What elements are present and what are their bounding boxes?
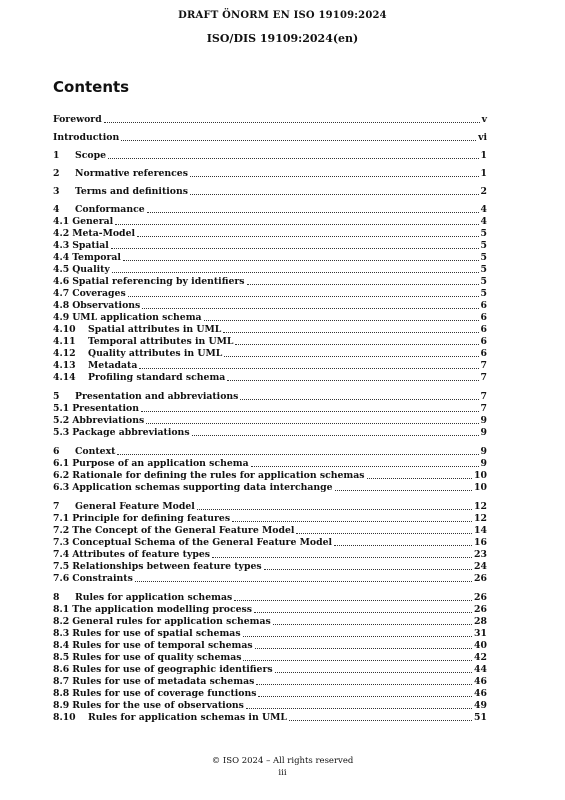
toc-entry[interactable] (53, 132, 487, 144)
toc-entry-title: Attributes of feature types (72, 549, 211, 560)
toc-entry[interactable] (53, 604, 487, 616)
toc-entry[interactable] (53, 537, 487, 549)
toc-entry-number: 7.3 (53, 537, 70, 548)
draft-standard-header: DRAFT ÖNORM EN ISO 19109:2024 (178, 10, 387, 21)
toc-entry-number: 8.1 (53, 604, 70, 615)
toc-entry-page: 6 (480, 300, 487, 311)
toc-entry-number: 7.4 (53, 549, 70, 560)
toc-entry[interactable] (53, 252, 487, 264)
toc-entry-title: General rules for application schemas (72, 616, 271, 627)
toc-entry-number: 8.4 (53, 640, 70, 651)
dot-leader (367, 478, 473, 479)
toc-entry[interactable] (53, 592, 487, 604)
toc-entry-page: 12 (474, 501, 487, 512)
toc-entry-page: 5 (480, 264, 487, 275)
toc-entry-page: 7 (480, 360, 487, 371)
dot-leader (128, 296, 479, 297)
dot-leader (147, 212, 479, 213)
toc-entry-title: Package abbreviations (72, 427, 190, 438)
toc-entry-page: 28 (474, 616, 487, 627)
toc-entry-number: 8.6 (53, 664, 70, 675)
dot-leader (190, 176, 479, 177)
dot-leader (117, 454, 478, 455)
dot-leader (240, 399, 478, 400)
toc-entry-page: 24 (474, 561, 487, 572)
dot-leader (223, 332, 478, 333)
toc-entry-number: 8.2 (53, 616, 70, 627)
toc-entry-page: 6 (480, 336, 487, 347)
toc-entry-page: 9 (480, 458, 487, 469)
toc-entry-page: 9 (480, 415, 487, 426)
toc-entry-page: 26 (474, 604, 487, 615)
toc-entry-title: Temporal attributes in UML (88, 336, 234, 347)
toc-entry-title: Relationships between feature types (72, 561, 262, 572)
toc-entry-title: Rules for use of temporal schemas (72, 640, 253, 651)
toc-entry-title: Presentation (72, 403, 140, 414)
dot-leader (256, 684, 472, 685)
toc-entry-title: Abbreviations (72, 415, 145, 426)
dot-leader (296, 533, 472, 534)
toc-entry[interactable] (53, 372, 487, 384)
toc-entry-page: 12 (474, 513, 487, 524)
dot-leader (264, 569, 472, 570)
dot-leader (234, 600, 472, 601)
toc-entry-number: 4.14 (53, 372, 76, 383)
toc-entry-page: 1 (480, 168, 487, 179)
toc-entry[interactable] (53, 204, 487, 216)
toc-entry[interactable] (53, 525, 487, 537)
toc-entry-number: 5.2 (53, 415, 70, 426)
toc-entry[interactable] (53, 712, 487, 724)
dot-leader (108, 158, 479, 159)
dot-leader (121, 140, 476, 141)
toc-entry[interactable] (53, 168, 487, 180)
toc-entry-number: 3 (53, 186, 60, 197)
toc-entry-page: 49 (474, 700, 487, 711)
toc-entry-title: Quality (72, 264, 110, 275)
dot-leader (142, 308, 478, 309)
toc-entry-title: Rules for application schemas in UML (88, 712, 287, 723)
toc-entry-number: 7.2 (53, 525, 70, 536)
toc-entry-number: 4.3 (53, 240, 70, 251)
toc-entry-number: 4.13 (53, 360, 76, 371)
toc-entry-title: Context (75, 446, 116, 457)
toc-entry-title: Conformance (75, 204, 145, 215)
dot-leader (135, 581, 472, 582)
toc-entry[interactable] (53, 264, 487, 276)
page-number: iii (278, 768, 287, 778)
toc-entry-page: 31 (474, 628, 487, 639)
dot-leader (275, 672, 472, 673)
dot-leader (243, 636, 472, 637)
toc-entry-number: 6 (53, 446, 60, 457)
toc-entry[interactable] (53, 288, 487, 300)
toc-entry-page: 9 (480, 427, 487, 438)
toc-entry[interactable] (53, 470, 487, 482)
dot-leader (197, 509, 472, 510)
toc-entry-title: Metadata (88, 360, 138, 371)
dot-leader (273, 624, 472, 625)
toc-entry-title: Normative references (75, 168, 188, 179)
copyright-footer: © ISO 2024 – All rights reserved (211, 756, 354, 766)
toc-entry-number: 6.2 (53, 470, 70, 481)
toc-entry-number: 2 (53, 168, 60, 179)
toc-entry-number: 7.5 (53, 561, 70, 572)
toc-entry-number: 8.8 (53, 688, 70, 699)
dot-leader (190, 194, 479, 195)
toc-entry-number: 4.1 (53, 216, 70, 227)
toc-entry[interactable] (53, 240, 487, 252)
toc-entry-page: 4 (480, 204, 487, 215)
toc-entry[interactable] (53, 652, 487, 664)
toc-entry[interactable] (53, 427, 487, 439)
toc-entry[interactable] (53, 360, 487, 372)
dot-leader (258, 696, 472, 697)
toc-entry-page: 5 (480, 252, 487, 263)
toc-entry-title: Terms and definitions (75, 186, 188, 197)
toc-entry-number: 8.9 (53, 700, 70, 711)
toc-entry-title: Foreword (53, 114, 102, 125)
toc-entry[interactable] (53, 513, 487, 525)
toc-entry[interactable] (53, 458, 487, 470)
toc-entry-page: 5 (480, 276, 487, 287)
toc-entry-title: Introduction (53, 132, 120, 143)
dot-leader (289, 720, 472, 721)
toc-entry-number: 8.3 (53, 628, 70, 639)
dot-leader (212, 557, 472, 558)
toc-entry-page: 7 (480, 403, 487, 414)
toc-entry-page: v (481, 114, 487, 125)
toc-entry-page: 6 (480, 324, 487, 335)
toc-entry[interactable] (53, 228, 487, 240)
toc-entry-title: General Feature Model (75, 501, 195, 512)
toc-entry-title: Rules for application schemas (75, 592, 233, 603)
toc-entry-title: Scope (75, 150, 106, 161)
toc-entry-number: 4.11 (53, 336, 76, 347)
toc-entry[interactable] (53, 676, 487, 688)
toc-entry[interactable] (53, 640, 487, 652)
toc-entry-number: 8.10 (53, 712, 76, 723)
toc-entry-number: 8.5 (53, 652, 70, 663)
toc-entry-page: 14 (474, 525, 487, 536)
toc-entry[interactable] (53, 114, 487, 126)
toc-entry-number: 8.7 (53, 676, 70, 687)
toc-entry-page: 5 (480, 288, 487, 299)
toc-entry-number: 4.12 (53, 348, 76, 359)
dot-leader (247, 284, 479, 285)
toc-entry-page: 46 (474, 676, 487, 687)
toc-entry[interactable] (53, 324, 487, 336)
toc-entry-title: The Concept of the General Feature Model (72, 525, 295, 536)
toc-entry-number: 4.8 (53, 300, 70, 311)
toc-entry-page: 1 (480, 150, 487, 161)
toc-entry-title: Purpose of an application schema (72, 458, 249, 469)
toc-entry[interactable] (53, 403, 487, 415)
dot-leader (192, 435, 479, 436)
toc-entry-title: UML application schema (72, 312, 202, 323)
toc-entry[interactable] (53, 573, 487, 585)
toc-entry-number: 5.1 (53, 403, 70, 414)
toc-entry-page: 4 (480, 216, 487, 227)
dot-leader (146, 423, 478, 424)
toc-entry-title: Spatial referencing by identifiers (72, 276, 245, 287)
toc-entry-number: 4.9 (53, 312, 70, 323)
dot-leader (111, 248, 479, 249)
toc-entry-title: Rules for use of spatial schemas (72, 628, 241, 639)
toc-entry-page: 44 (474, 664, 487, 675)
toc-entry-title: Rules for use of geographic identifiers (72, 664, 273, 675)
dot-leader (243, 660, 472, 661)
toc-entry-title: Constraints (72, 573, 133, 584)
toc-entry-page: 46 (474, 688, 487, 699)
toc-entry-page: 6 (480, 312, 487, 323)
dot-leader (232, 521, 472, 522)
toc-entry-title: Principle for defining features (72, 513, 231, 524)
toc-entry[interactable] (53, 482, 487, 494)
toc-entry-title: Temporal (72, 252, 121, 263)
contents-heading: Contents (53, 78, 130, 96)
dot-leader (139, 368, 478, 369)
toc-entry-page: 5 (480, 228, 487, 239)
toc-entry-number: 7 (53, 501, 60, 512)
toc-entry[interactable] (53, 391, 487, 403)
toc-entry-number: 7.1 (53, 513, 70, 524)
toc-entry-number: 8 (53, 592, 60, 603)
toc-entry-page: 7 (480, 391, 487, 402)
toc-entry[interactable] (53, 276, 487, 288)
toc-entry-page: 10 (474, 470, 487, 481)
dot-leader (104, 122, 480, 123)
toc-entry[interactable] (53, 300, 487, 312)
toc-entry-page: 10 (474, 482, 487, 493)
toc-entry-title: Rules for the use of observations (72, 700, 244, 711)
toc-entry-number: 4.7 (53, 288, 70, 299)
toc-entry-page: 5 (480, 240, 487, 251)
toc-entry-page: 9 (480, 446, 487, 457)
toc-entry-title: The application modelling process (72, 604, 253, 615)
dot-leader (204, 320, 479, 321)
toc-entry[interactable] (53, 186, 487, 198)
toc-entry-title: General (72, 216, 114, 227)
toc-entry-page: 7 (480, 372, 487, 383)
toc-entry[interactable] (53, 415, 487, 427)
toc-entry-title: Observations (72, 300, 141, 311)
toc-entry-number: 5 (53, 391, 60, 402)
toc-entry-number: 4 (53, 204, 60, 215)
toc-entry-title: Rules for use of coverage functions (72, 688, 257, 699)
toc-entry-page: 2 (480, 186, 487, 197)
toc-entry-title: Meta-Model (72, 228, 136, 239)
toc-entry-number: 6.3 (53, 482, 70, 493)
toc-entry-page: vi (478, 132, 487, 143)
toc-entry-page: 26 (474, 573, 487, 584)
dot-leader (112, 272, 479, 273)
dot-leader (224, 356, 478, 357)
toc-entry-page: 6 (480, 348, 487, 359)
toc-entry-title: Rules for use of quality schemas (72, 652, 242, 663)
toc-entry[interactable] (53, 348, 487, 360)
dot-leader (334, 545, 472, 546)
toc-entry-title: Presentation and abbreviations (75, 391, 239, 402)
toc-entry[interactable] (53, 616, 487, 628)
dot-leader (254, 612, 472, 613)
toc-entry[interactable] (53, 216, 487, 228)
toc-entry-title: Conceptual Schema of the General Feature Model (72, 537, 333, 548)
toc-entry-number: 4.5 (53, 264, 70, 275)
toc-entry-title: Profiling standard schema (88, 372, 226, 383)
dot-leader (115, 224, 478, 225)
standard-id-header: ISO/DIS 19109:2024(en) (206, 32, 359, 45)
toc-entry-title: Rationale for defining the rules for application schemas (72, 470, 365, 481)
toc-entry-title: Rules for use of metadata schemas (72, 676, 255, 687)
toc-entry-title: Spatial (72, 240, 109, 251)
toc-entry-number: 4.4 (53, 252, 70, 263)
toc-entry[interactable] (53, 700, 487, 712)
toc-entry-number: 4.6 (53, 276, 70, 287)
toc-entry[interactable] (53, 312, 487, 324)
toc-entry-page: 40 (474, 640, 487, 651)
dot-leader (246, 708, 472, 709)
toc-entry-page: 23 (474, 549, 487, 560)
dot-leader (137, 236, 479, 237)
toc-entry-number: 4.10 (53, 324, 76, 335)
toc-entry-title: Quality attributes in UML (88, 348, 223, 359)
dot-leader (335, 490, 472, 491)
toc-entry[interactable] (53, 688, 487, 700)
toc-entry[interactable] (53, 501, 487, 513)
toc-entry-title: Coverages (72, 288, 126, 299)
toc-entry[interactable] (53, 336, 487, 348)
toc-entry[interactable] (53, 628, 487, 640)
dot-leader (251, 466, 479, 467)
toc-entry[interactable] (53, 549, 487, 561)
toc-entry-number: 5.3 (53, 427, 70, 438)
toc-entry[interactable] (53, 561, 487, 573)
dot-leader (141, 411, 479, 412)
toc-entry-page: 26 (474, 592, 487, 603)
toc-entry-page: 42 (474, 652, 487, 663)
dot-leader (123, 260, 479, 261)
toc-entry-number: 6.1 (53, 458, 70, 469)
toc-entry-title: Application schemas supporting data interchange (72, 482, 333, 493)
toc-entry-number: 1 (53, 150, 60, 161)
dot-leader (255, 648, 472, 649)
toc-entry[interactable] (53, 446, 487, 458)
toc-entry[interactable] (53, 150, 487, 162)
toc-entry[interactable] (53, 664, 487, 676)
toc-entry-title: Spatial attributes in UML (88, 324, 222, 335)
toc-entry-number: 4.2 (53, 228, 70, 239)
dot-leader (235, 344, 478, 345)
toc-entry-page: 16 (474, 537, 487, 548)
toc-entry-number: 7.6 (53, 573, 70, 584)
toc-entry-page: 51 (474, 712, 487, 723)
dot-leader (227, 380, 478, 381)
